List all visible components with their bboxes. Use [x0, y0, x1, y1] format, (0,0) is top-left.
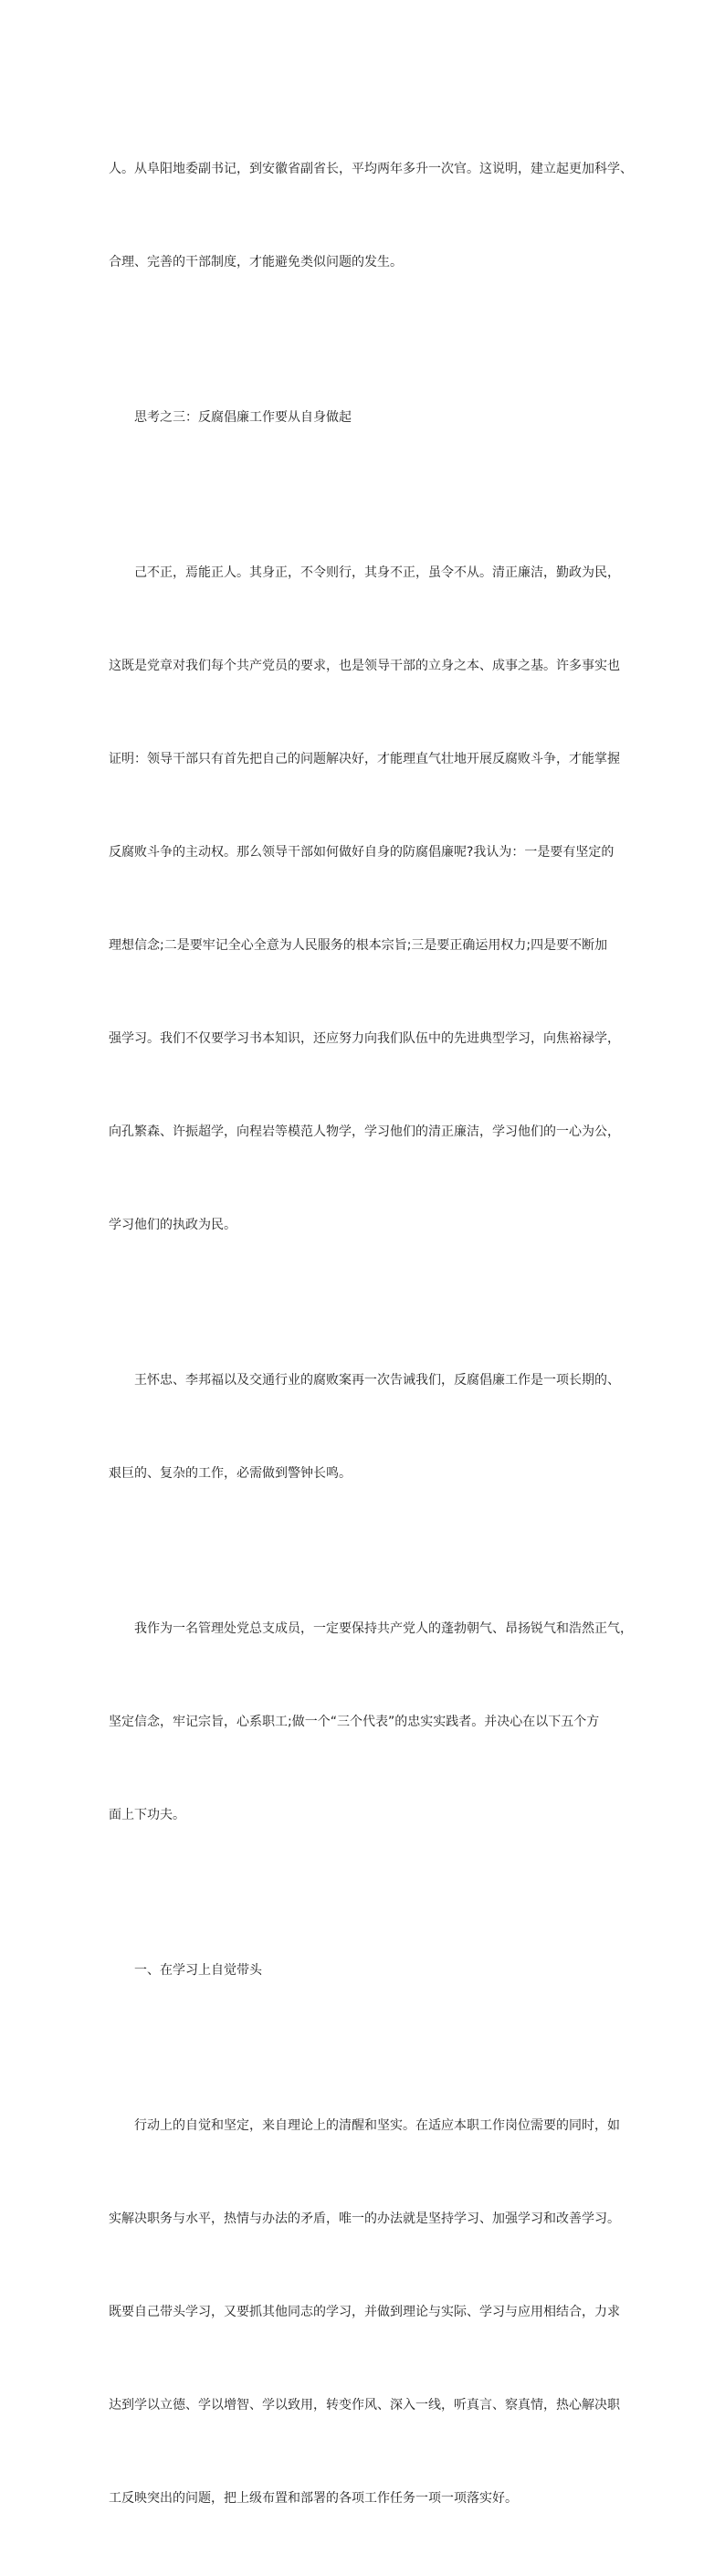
text-line: 王怀忠、李邦福以及交通行业的腐败案再一次告诫我们，反腐倡廉工作是一项长期的、: [109, 1373, 620, 1388]
paragraph-personal-commitment: [109, 1551, 633, 1893]
text-line: 理想信念;二是要牢记全心全意为人民服务的根本宗旨;三是要正确运用权力;四是要不断加: [109, 938, 608, 953]
text-line: 达到学以立德、学以增智、学以致用，转变作风、深入一线，听真言、察真情，热心解决职: [109, 2398, 620, 2412]
paragraph-study-detail: [109, 2048, 622, 2576]
paragraph-career-conclusion: [109, 91, 633, 340]
text-line: 坚定信念，牢记宗旨，心系职工;做一个“三个代表”的忠实实践者。并决心在以下五个方: [109, 1715, 600, 1729]
text-line: 实解决职务与水平，热情与办法的矛盾，唯一的办法就是坚持学习、加强学习和改善学习。: [109, 2212, 620, 2226]
text-line: 合理、完善的干部制度，才能避免类似问题的发生。: [109, 255, 403, 269]
text-line: 反腐败斗争的主动权。那么领导干部如何做好自身的防腐倡廉呢?我认为：一是要有坚定的: [109, 845, 615, 860]
text-line: 思考之三：反腐倡廉工作要从自身做起: [109, 410, 352, 425]
text-line: 向孔繁森、许振超学，向程岩等模范人物学，学习他们的清正廉洁，学习他们的一心为公，: [109, 1124, 620, 1139]
text-line: 工反映突出的问题，把上级布置和部署的各项工作任务一项一项落实好。: [109, 2491, 518, 2506]
section-heading-thought-three: [109, 340, 622, 495]
text-line: 己不正，焉能正人。其身正，不令则行，其身不正，虽令不从。清正廉洁，勤政为民，: [109, 565, 620, 580]
text-line: 这既是党章对我们每个共产党员的要求，也是领导干部的立身之本、成事之基。许多事实也: [109, 659, 620, 673]
text-line: 我作为一名管理处党总支成员，一定要保持共产党人的蓬勃朝气、昂扬锐气和浩然正气，: [109, 1621, 633, 1636]
text-line: 证明：领导干部只有首先把自己的问题解决好，才能理直气壮地开展反腐败斗争，才能掌握: [109, 752, 620, 766]
text-line: 一、在学习上自觉带头: [109, 1963, 262, 1978]
text-line: 面上下功夫。: [109, 1808, 185, 1822]
text-line: 人。从阜阳地委副书记，到安徽省副省长，平均两年多升一次官。这说明，建立起更加科学、: [109, 162, 633, 176]
text-line: 强学习。我们不仅要学习书本知识，还应努力向我们队伍中的先进典型学习，向焦裕禄学，: [109, 1031, 620, 1046]
text-line: 行动上的自觉和坚定，来自理论上的清醒和坚实。在适应本职工作岗位需要的同时，如: [109, 2118, 620, 2133]
text-line: 学习他们的执政为民。: [109, 1218, 236, 1232]
document-body: [109, 91, 633, 2576]
text-line: 艰巨的、复杂的工作，必需做到警钟长鸣。: [109, 1466, 352, 1481]
text-line: 既要自己带头学习，又要抓其他同志的学习，并做到理论与实际、学习与应用相结合，力求: [109, 2305, 620, 2319]
paragraph-self-discipline: [109, 495, 622, 1303]
section-heading-study: [109, 1893, 622, 2048]
paragraph-corruption-warning: [109, 1303, 622, 1551]
